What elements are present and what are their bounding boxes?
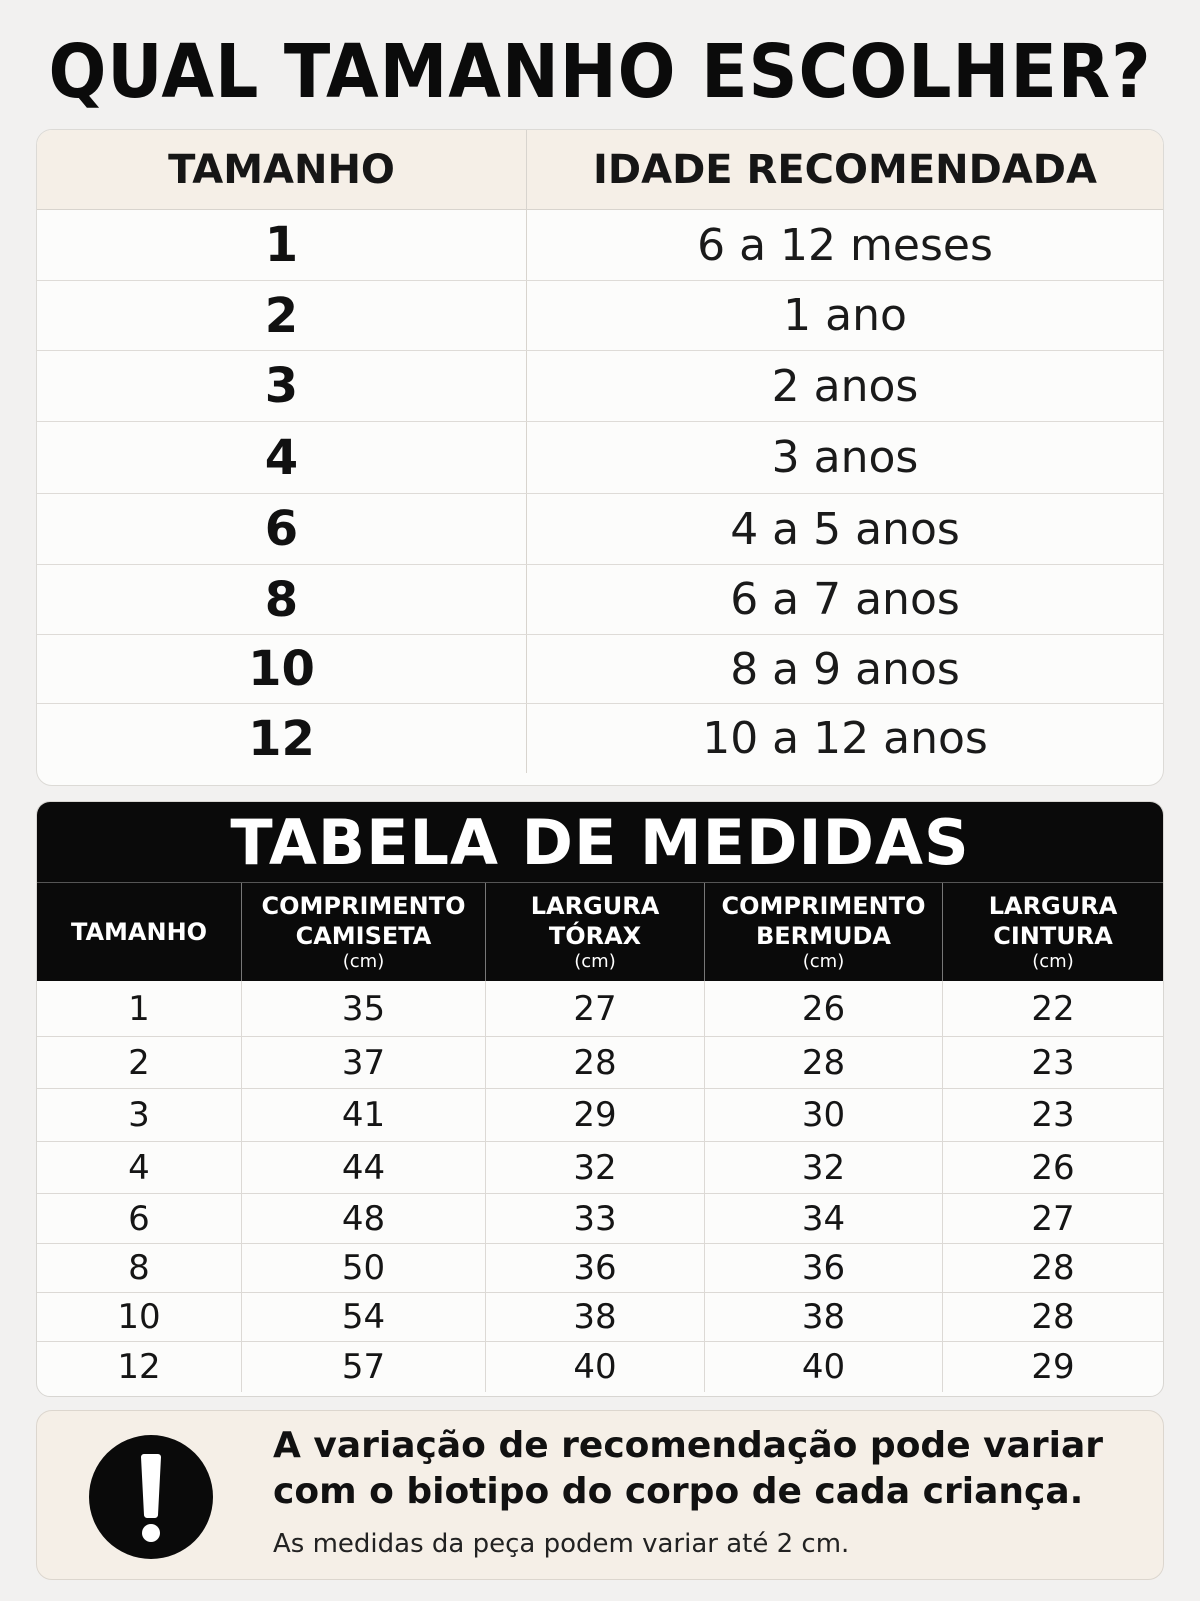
cell: 28 [1031, 1297, 1075, 1337]
col-header-shirt-length [242, 883, 486, 981]
cell: 26 [705, 981, 943, 1036]
table-row [37, 704, 1163, 773]
col-header-chest-width [486, 883, 705, 981]
note-box [36, 1410, 1164, 1580]
cell: 37 [242, 1037, 486, 1088]
measurements-table [36, 801, 1164, 1397]
cell: 41 [242, 1089, 486, 1141]
col-header-line: CINTURA [993, 922, 1113, 950]
age-cell: 8 a 9 anos [730, 643, 960, 695]
cell: 12 [37, 1342, 242, 1392]
cell: 44 [242, 1142, 486, 1193]
exclamation-icon [89, 1435, 213, 1559]
age-cell: 6 a 7 anos [730, 574, 960, 625]
cell: 2 [37, 1037, 242, 1088]
table-row [37, 422, 1163, 494]
cell: 28 [705, 1037, 943, 1088]
size-cell: 2 [37, 281, 527, 350]
table-row [37, 1293, 1163, 1342]
col-header-unit: (cm) [1032, 951, 1074, 972]
cell: 40 [486, 1342, 705, 1392]
col-header-line: COMPRIMENTO [721, 892, 926, 920]
page-title: QUAL TAMANHO ESCOLHER? [48, 29, 1152, 115]
age-cell: 3 anos [771, 432, 919, 483]
cell: 27 [486, 981, 705, 1036]
cell: 29 [1031, 1347, 1075, 1387]
age-cell: 10 a 12 anos [702, 713, 988, 764]
age-cell: 4 a 5 anos [730, 503, 960, 555]
measurements-title: TABELA DE MEDIDAS [37, 802, 1163, 883]
table-row [37, 565, 1163, 635]
col-header-line: LARGURA [988, 892, 1118, 920]
cell: 6 [37, 1194, 242, 1243]
table-row [37, 281, 1163, 351]
cell: 28 [486, 1037, 705, 1088]
note-line-3: As medidas da peça podem variar até 2 cm. [273, 1529, 850, 1559]
size-cell: 12 [37, 704, 527, 773]
measurements-header [37, 883, 1163, 981]
cell: 48 [242, 1194, 486, 1243]
table-row [37, 981, 1163, 1037]
cell: 35 [242, 981, 486, 1036]
table-row [37, 1089, 1163, 1142]
table-row [37, 635, 1163, 704]
col-header-line: CAMISETA [295, 922, 432, 950]
col-header-line: BERMUDA [755, 922, 892, 950]
cell: 32 [486, 1142, 705, 1193]
cell: 36 [486, 1244, 705, 1292]
col-header-unit: (cm) [342, 951, 385, 972]
col-header-unit: (cm) [574, 951, 616, 972]
age-table-header [37, 130, 1163, 210]
table-row [37, 1142, 1163, 1194]
header-size: TAMANHO [37, 130, 527, 209]
col-header-unit: (cm) [802, 951, 845, 972]
cell: 26 [1031, 1147, 1075, 1188]
note-line-1: A variação de recomendação pode variar [273, 1425, 1104, 1466]
cell: 8 [37, 1244, 242, 1292]
note-line-2: com o biotipo do corpo de cada criança. [273, 1471, 1084, 1512]
col-header-shorts-length [705, 883, 943, 981]
cell: 23 [1031, 1095, 1075, 1135]
cell: 33 [486, 1194, 705, 1243]
table-row [37, 1342, 1163, 1392]
col-header-size [37, 883, 242, 981]
table-row [37, 1194, 1163, 1244]
size-cell: 8 [37, 565, 527, 634]
cell: 27 [1031, 1198, 1075, 1239]
cell: 28 [1031, 1248, 1075, 1288]
age-cell: 1 ano [783, 290, 907, 341]
col-header-line: TÓRAX [548, 922, 642, 950]
cell: 1 [37, 981, 242, 1036]
table-row [37, 1244, 1163, 1293]
header-age: IDADE RECOMENDADA [593, 146, 1097, 193]
size-cell: 1 [37, 210, 527, 280]
cell: 57 [242, 1342, 486, 1392]
table-row [37, 351, 1163, 422]
age-cell: 2 anos [771, 360, 919, 412]
cell: 40 [705, 1342, 943, 1392]
cell: 34 [705, 1194, 943, 1243]
size-cell: 10 [37, 635, 527, 703]
size-cell: 3 [37, 351, 527, 421]
size-cell: 4 [37, 422, 527, 493]
cell: 3 [37, 1089, 242, 1141]
col-header-waist-width [943, 883, 1163, 981]
cell: 38 [705, 1293, 943, 1341]
col-header-line: LARGURA [530, 892, 660, 920]
col-header-line: COMPRIMENTO [261, 892, 466, 920]
size-cell: 6 [37, 494, 527, 564]
cell: 38 [486, 1293, 705, 1341]
table-row [37, 210, 1163, 281]
cell: 29 [486, 1089, 705, 1141]
cell: 22 [1031, 988, 1075, 1029]
cell: 50 [242, 1244, 486, 1292]
table-row [37, 1037, 1163, 1089]
table-row [37, 494, 1163, 565]
age-table [36, 129, 1164, 786]
cell: 36 [705, 1244, 943, 1292]
cell: 32 [705, 1142, 943, 1193]
cell: 23 [1031, 1042, 1075, 1083]
cell: 4 [37, 1142, 242, 1193]
cell: 54 [242, 1293, 486, 1341]
cell: 30 [705, 1089, 943, 1141]
col-header-line: TAMANHO [70, 918, 208, 946]
age-cell: 6 a 12 meses [697, 219, 993, 271]
cell: 10 [37, 1293, 242, 1341]
